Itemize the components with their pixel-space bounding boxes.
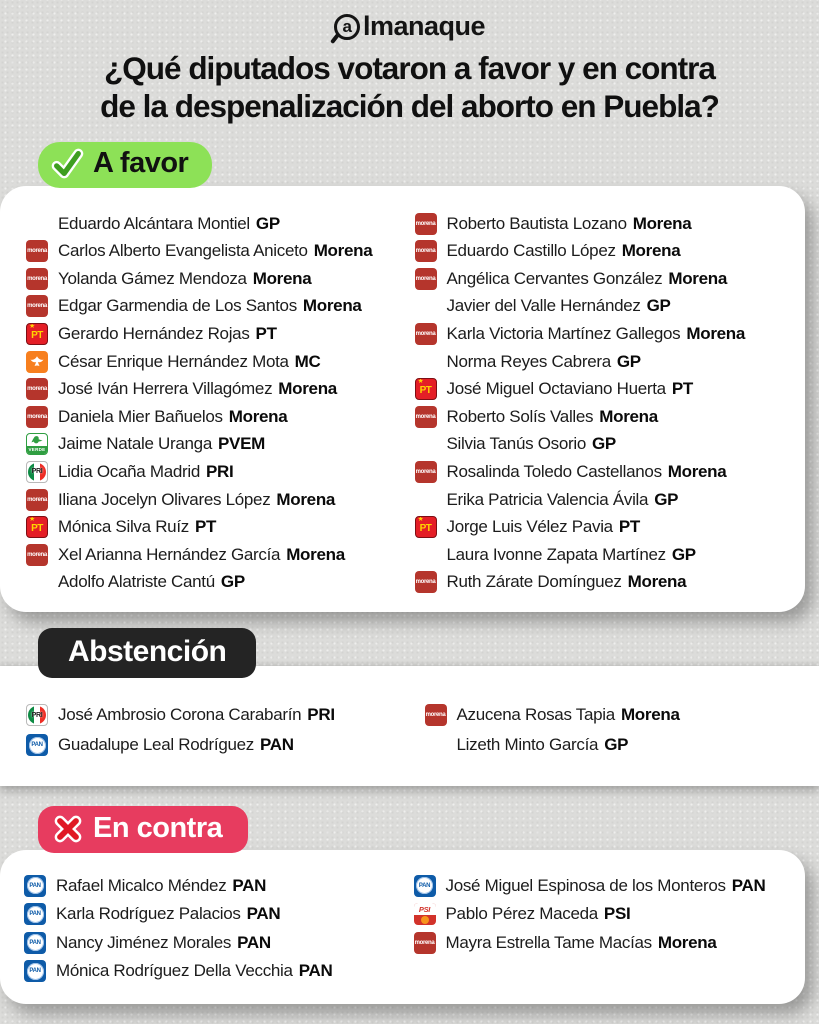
deputy-name: Mónica Silva Ruíz [58,517,189,537]
deputy-name: Roberto Solís Valles [446,406,594,426]
deputy-party: Morena [302,296,362,316]
almanaque-logo [0,0,819,42]
deputy-party: PAN [731,875,766,895]
deputy-name: Norma Reyes Cabrera [446,351,611,371]
deputy-name: Iliana Jocelyn Olivares López [58,489,271,509]
deputy-party: PVEM [218,434,265,454]
deputy-name: Javier del Valle Hernández [446,296,641,316]
deputy-name: Eduardo Alcántara Montiel [58,213,250,233]
cross-icon [52,813,84,845]
en-contra-columns [24,872,799,986]
deputy-party: PRI [307,705,335,725]
mc-party-icon [26,351,48,373]
deputy-row [415,403,800,431]
deputy-party: GP [592,434,616,454]
a-favor-badge [38,142,212,188]
deputy-name: Adolfo Alatriste Cantú [58,572,215,592]
deputy-name: Pablo Pérez Maceda [445,904,598,924]
psi-party-icon: PSI [414,903,436,925]
deputy-party: GP [646,296,671,316]
deputy-row [24,900,410,929]
deputy-row [415,513,800,541]
deputy-name: José Miguel Espinosa de los Monteros [445,875,726,895]
abstencion-columns [0,700,819,760]
morena-party-icon: morena [26,378,48,400]
deputy-name: Mónica Rodríguez Della Vecchia [56,961,293,981]
icon-spacer [415,489,437,511]
deputy-row [26,431,411,459]
deputy-column [24,872,410,986]
pan-party-icon: PAN [24,903,46,925]
pan-party-icon: PAN [24,960,46,982]
deputy-party: PAN [246,904,281,924]
deputy-party: Morena [621,241,681,261]
deputy-row [414,872,800,901]
deputy-party: Morena [627,572,687,592]
deputy-row [26,458,411,486]
deputy-name: Xel Arianna Hernández García [58,544,281,564]
deputy-party: GP [654,489,679,509]
deputy-name: Silvia Tanús Osorio [446,434,586,454]
deputy-party: Morena [632,213,692,233]
deputy-party: GP [604,735,629,755]
deputy-row [26,730,421,760]
icon-spacer [425,734,447,756]
deputy-row [26,541,411,569]
deputy-name: Karla Victoria Martínez Gallegos [446,324,681,344]
section-en-contra [0,786,819,1004]
deputy-row [415,293,800,321]
deputy-row [26,486,411,514]
morena-party-icon: morena [415,213,437,235]
deputy-name: Gerardo Hernández Rojas [58,324,250,344]
deputy-name: Edgar Garmendia de Los Santos [58,296,297,316]
deputy-party: Morena [686,324,746,344]
morena-party-icon: morena [414,932,436,954]
title-line-2: de la despenalización del aborto en Puebla? [100,88,719,125]
deputy-name: Erika Patricia Valencia Ávila [446,489,649,509]
deputy-row [415,210,800,238]
deputy-name: Roberto Bautista Lozano [446,213,627,233]
deputy-party: Morena [228,406,288,426]
deputy-name: Karla Rodríguez Palacios [56,904,241,924]
deputy-row [26,700,421,730]
deputy-name: Jaime Natale Uranga [58,434,212,454]
a-favor-card [0,186,805,612]
deputy-row [26,237,411,265]
deputy-party: Morena [668,268,728,288]
pan-party-icon: PAN [26,734,48,756]
a-favor-label: A favor [93,147,189,180]
section-abstencion [0,612,819,786]
deputy-name: Yolanda Gámez Mendoza [58,268,247,288]
deputy-name: Rafael Micalco Méndez [56,875,227,895]
deputy-row [24,957,410,986]
deputy-name: Angélica Cervantes González [446,268,663,288]
icon-spacer [415,351,437,373]
deputy-party: PT [194,517,217,537]
abstencion-strip [0,666,819,786]
deputy-column [425,700,819,760]
morena-party-icon: morena [26,268,48,290]
deputy-party: GP [220,572,245,592]
morena-party-icon: morena [26,406,48,428]
header [0,0,819,126]
deputy-party: PAN [260,735,294,755]
deputy-row [415,320,800,348]
deputy-party: PT [255,324,277,344]
pri-party-icon: PRI [26,704,48,726]
pan-party-icon: PAN [24,875,46,897]
pt-party-icon: ★ PT [26,516,48,538]
deputy-party: GP [616,351,641,371]
deputy-row [415,431,800,459]
en-contra-label: En contra [93,812,223,845]
en-contra-card [0,850,805,1004]
deputy-name: Guadalupe Leal Rodríguez [58,735,255,755]
deputy-row [26,569,411,597]
deputy-row [415,375,800,403]
icon-spacer [26,571,48,593]
deputy-row [415,265,800,293]
icon-spacer [415,295,437,317]
deputy-name: José Miguel Octaviano Huerta [446,379,666,399]
deputy-row [26,375,411,403]
deputy-row [415,348,800,376]
check-icon [50,147,84,181]
deputy-party: Morena [286,544,345,564]
deputy-row [26,293,411,321]
deputy-row [414,929,800,958]
deputy-row [24,872,410,901]
deputy-party: Morena [667,461,727,481]
morena-party-icon: morena [26,544,48,566]
morena-party-icon: morena [26,240,48,262]
deputy-party: GP [255,213,280,233]
deputy-name: César Enrique Hernández Mota [58,351,289,371]
deputy-name: Rosalinda Toledo Castellanos [446,461,662,481]
abstencion-label: Abstención [68,635,227,669]
morena-party-icon: morena [26,295,48,317]
deputy-name: Nancy Jiménez Morales [56,932,232,952]
pt-party-icon: ★ PT [415,378,437,400]
deputy-row [26,403,411,431]
pvem-party-icon: VERDE [26,433,48,455]
deputy-party: PAN [237,932,271,952]
deputy-row [415,541,800,569]
deputy-name: José Ambrosio Corona Carabarín [58,705,302,725]
pt-party-icon: ★ PT [26,323,48,345]
deputy-row [24,929,410,958]
deputy-column [414,872,800,986]
deputy-column [415,210,800,596]
deputy-party: PT [671,379,693,399]
deputy-name: Azucena Rosas Tapia [456,705,615,725]
deputy-name: Eduardo Castillo López [446,241,616,261]
logo-text: lmanaque [362,11,486,41]
deputy-row [26,513,411,541]
title-line-1: ¿Qué diputados votaron a favor y en contra [104,50,715,86]
en-contra-badge [38,806,248,853]
morena-party-icon: morena [415,406,437,428]
deputy-party: Morena [657,932,717,952]
deputy-row [26,348,411,376]
abstencion-badge [38,628,256,678]
deputy-row [26,265,411,293]
deputy-party: Morena [620,705,680,725]
deputy-row [415,237,800,265]
magnifier-at-icon: a [334,14,360,40]
deputy-row [415,458,800,486]
deputy-name: Carlos Alberto Evangelista Aniceto [58,241,308,261]
pri-party-icon: PRI [26,461,48,483]
deputy-party: Morena [276,489,336,509]
deputy-column [26,700,421,760]
section-a-favor [0,138,819,612]
deputy-party: Morena [278,379,337,399]
page-title [16,49,803,126]
deputy-column [26,210,411,596]
deputy-party: PSI [603,904,631,924]
deputy-row [415,486,800,514]
icon-spacer [415,544,437,566]
morena-party-icon: morena [415,571,437,593]
deputy-name: Mayra Estrella Tame Macías [445,932,652,952]
pan-party-icon: PAN [24,932,46,954]
deputy-name: Laura Ivonne Zapata Martínez [446,544,666,564]
deputy-row [26,210,411,238]
icon-spacer [415,433,437,455]
deputy-party: Morena [599,406,658,426]
deputy-name: Lizeth Minto García [456,735,599,755]
deputy-party: Morena [313,241,373,261]
deputy-row [425,700,819,730]
deputy-party: PRI [206,461,234,481]
morena-party-icon: morena [415,323,437,345]
deputy-party: GP [671,544,696,564]
deputy-row [26,320,411,348]
deputy-row [414,900,800,929]
morena-party-icon: morena [415,240,437,262]
deputy-name: Ruth Zárate Domínguez [446,572,622,592]
morena-party-icon: morena [415,268,437,290]
pan-party-icon: PAN [414,875,436,897]
morena-party-icon: morena [415,461,437,483]
icon-spacer [26,213,48,235]
deputy-name: José Iván Herrera Villagómez [58,379,273,399]
deputy-row [425,730,819,760]
deputy-row [415,569,800,597]
deputy-party: PAN [298,961,333,981]
deputy-party: PAN [232,875,267,895]
deputy-party: MC [294,351,321,371]
morena-party-icon: morena [26,489,48,511]
deputy-party: PT [618,517,640,537]
pt-party-icon: ★ PT [415,516,437,538]
morena-party-icon: morena [425,704,447,726]
deputy-party: Morena [252,268,312,288]
a-favor-columns [26,210,799,596]
deputy-name: Jorge Luis Vélez Pavia [446,517,613,537]
deputy-name: Lidia Ocaña Madrid [58,461,201,481]
deputy-name: Daniela Mier Bañuelos [58,406,223,426]
